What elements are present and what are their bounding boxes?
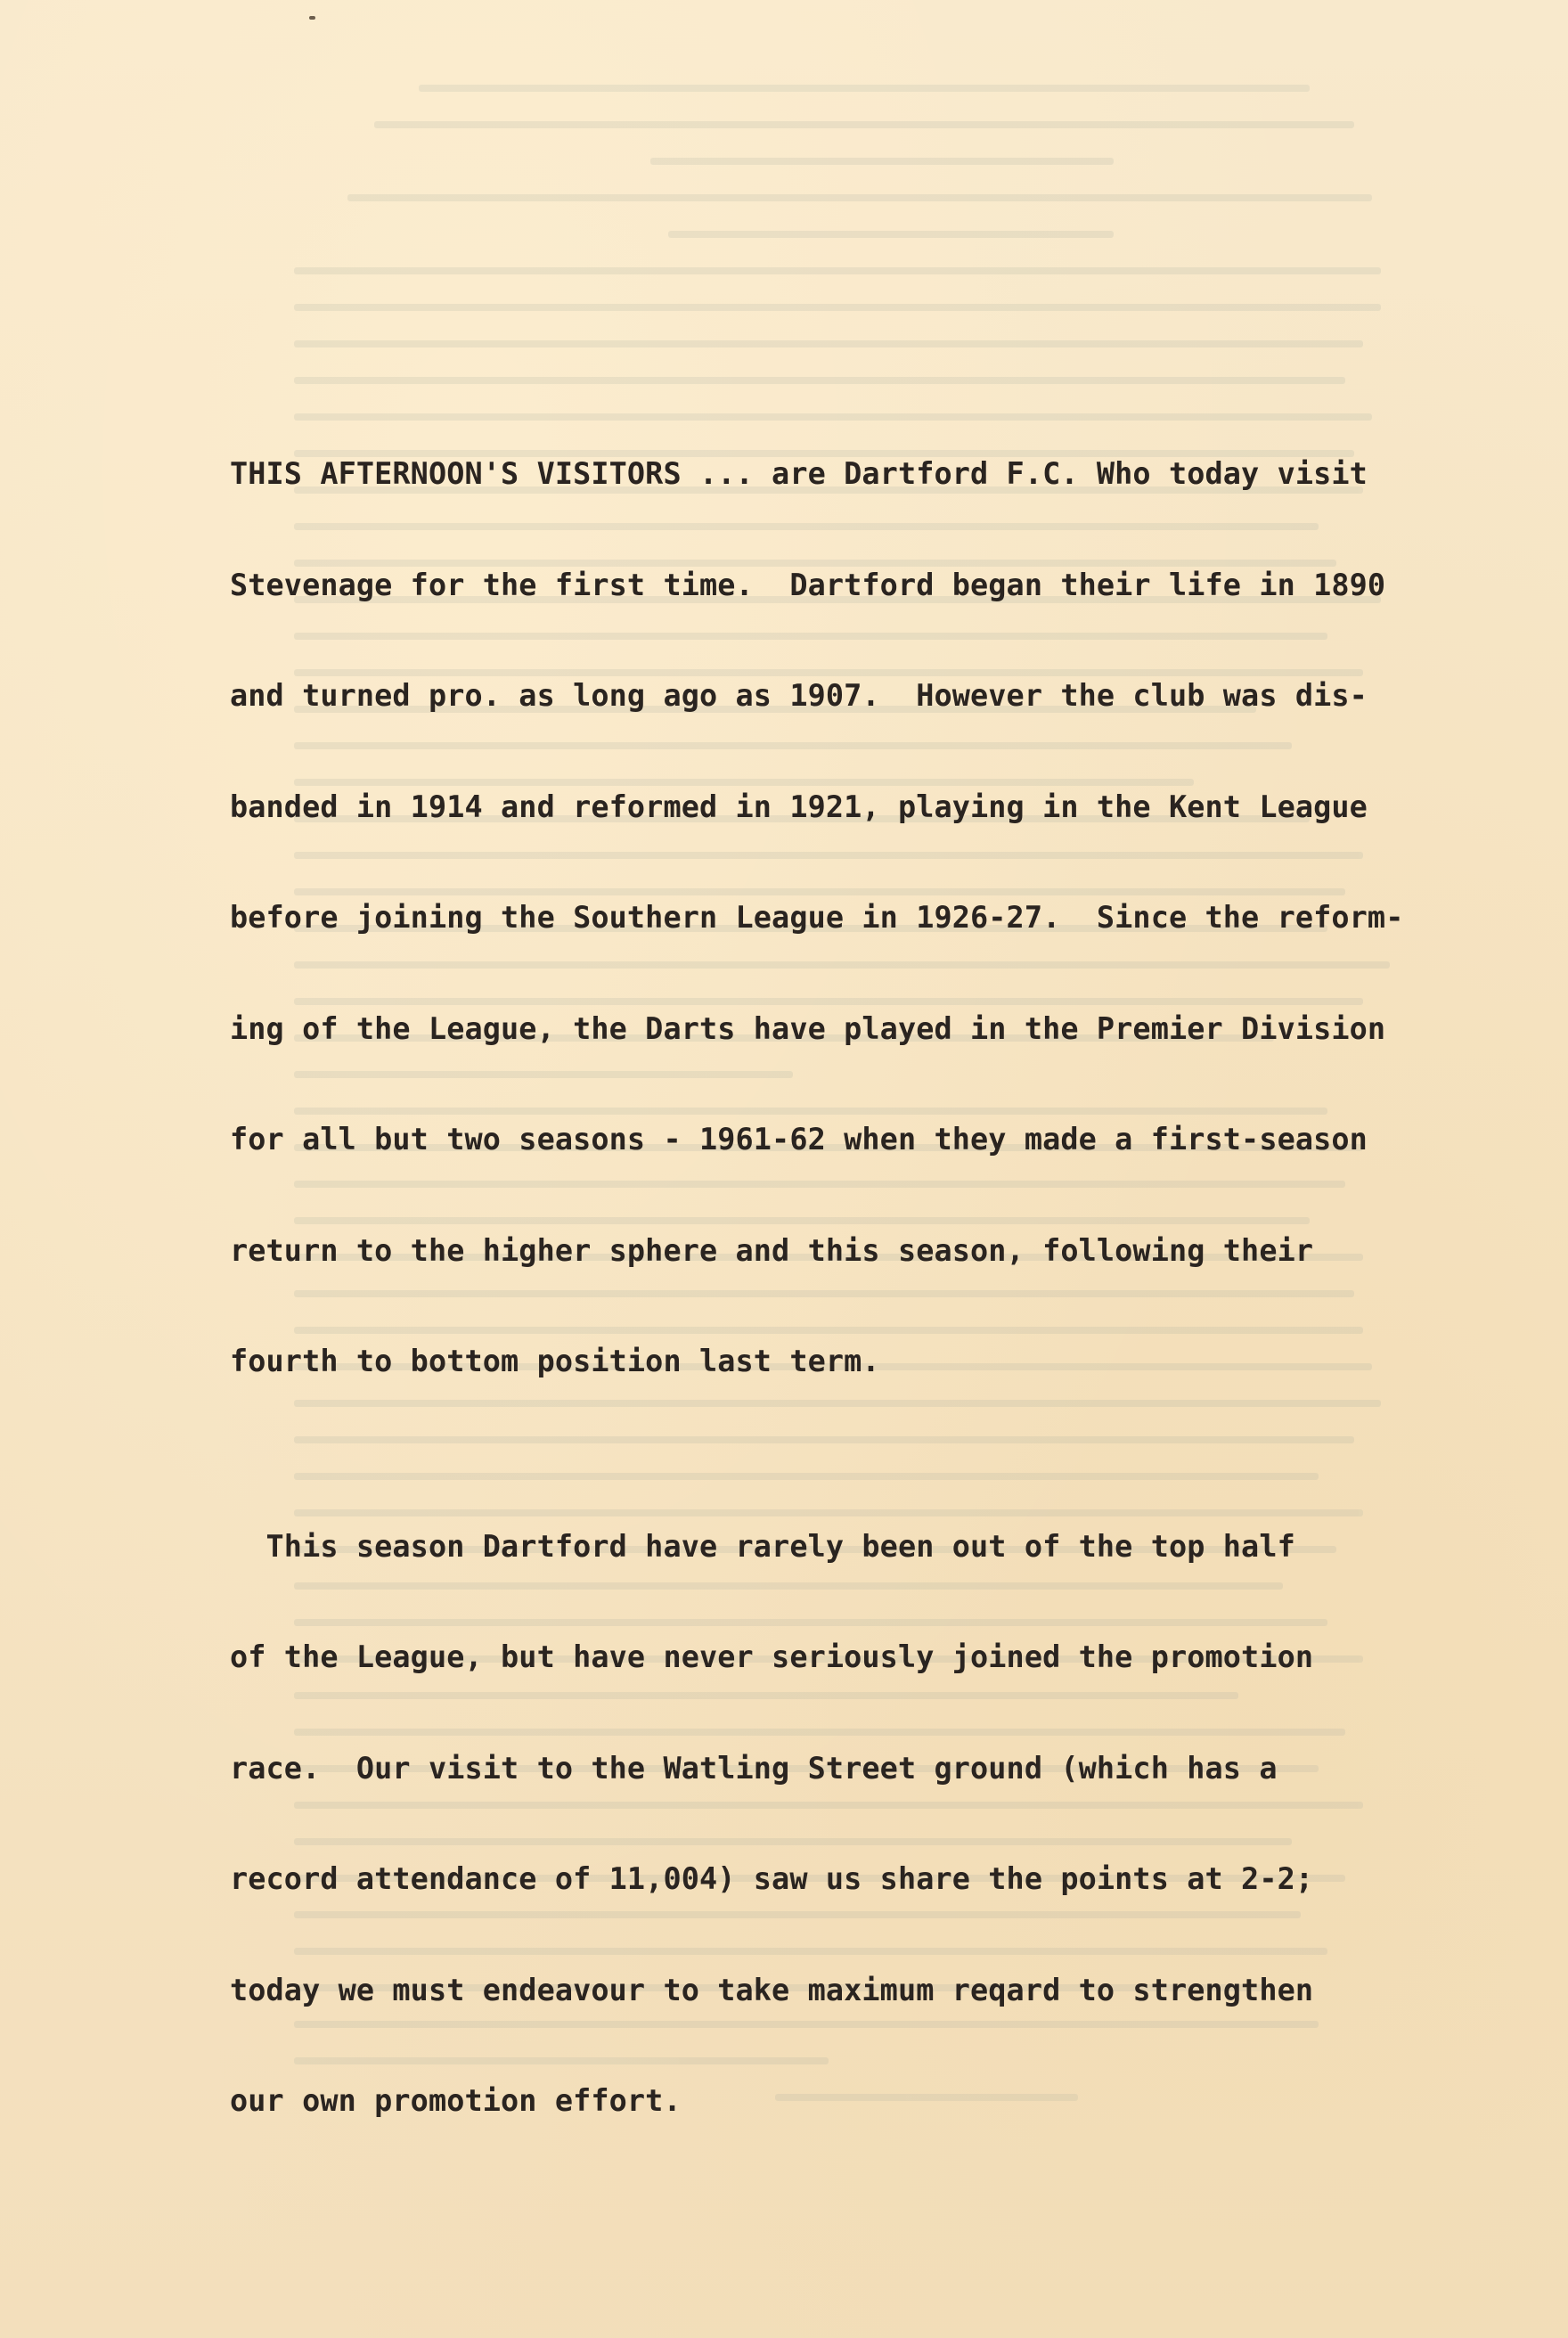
text-line: return to the higher sphere and this season, following their xyxy=(230,1232,1314,1268)
text-line: for all but two seasons - 1961-62 when they made a first-season xyxy=(230,1122,1368,1157)
article-body xyxy=(230,381,1513,2194)
ink-speck xyxy=(309,16,315,20)
text-line: our own promotion effort. xyxy=(230,2083,682,2118)
text-line: fourth to bottom position last term. xyxy=(230,1344,880,1378)
text-line: today we must endeavour to take maximum reqard to strengthen xyxy=(230,1972,1314,2007)
paragraph-visitors xyxy=(230,381,1513,1454)
text-line: race. Our visit to the Watling Street ground (which has a xyxy=(230,1750,1278,1786)
text-line: of the League, but have never seriously joined the promotion xyxy=(230,1639,1314,1674)
text-line: banded in 1914 and reformed in 1921, playing in the Kent League xyxy=(230,789,1368,824)
paragraph-season xyxy=(230,1454,1513,2194)
text-line: record attendance of 11,004) saw us share the points at 2-2; xyxy=(230,1861,1314,1896)
text-line: Stevenage for the first time. Dartford began their life in 1890 xyxy=(230,567,1386,602)
text-line: and turned pro. as long ago as 1907. However the club was dis- xyxy=(230,678,1368,713)
text-line: This season Dartford have rarely been out of the top half xyxy=(230,1528,1295,1564)
text-line: before joining the Southern League in 1926-27. Since the reform- xyxy=(230,900,1404,935)
text-line: THIS AFTERNOON'S VISITORS ... are Dartford F.C. Who today visit xyxy=(230,456,1368,491)
text-line: ing of the League, the Darts have played in the Premier Division xyxy=(230,1010,1386,1046)
